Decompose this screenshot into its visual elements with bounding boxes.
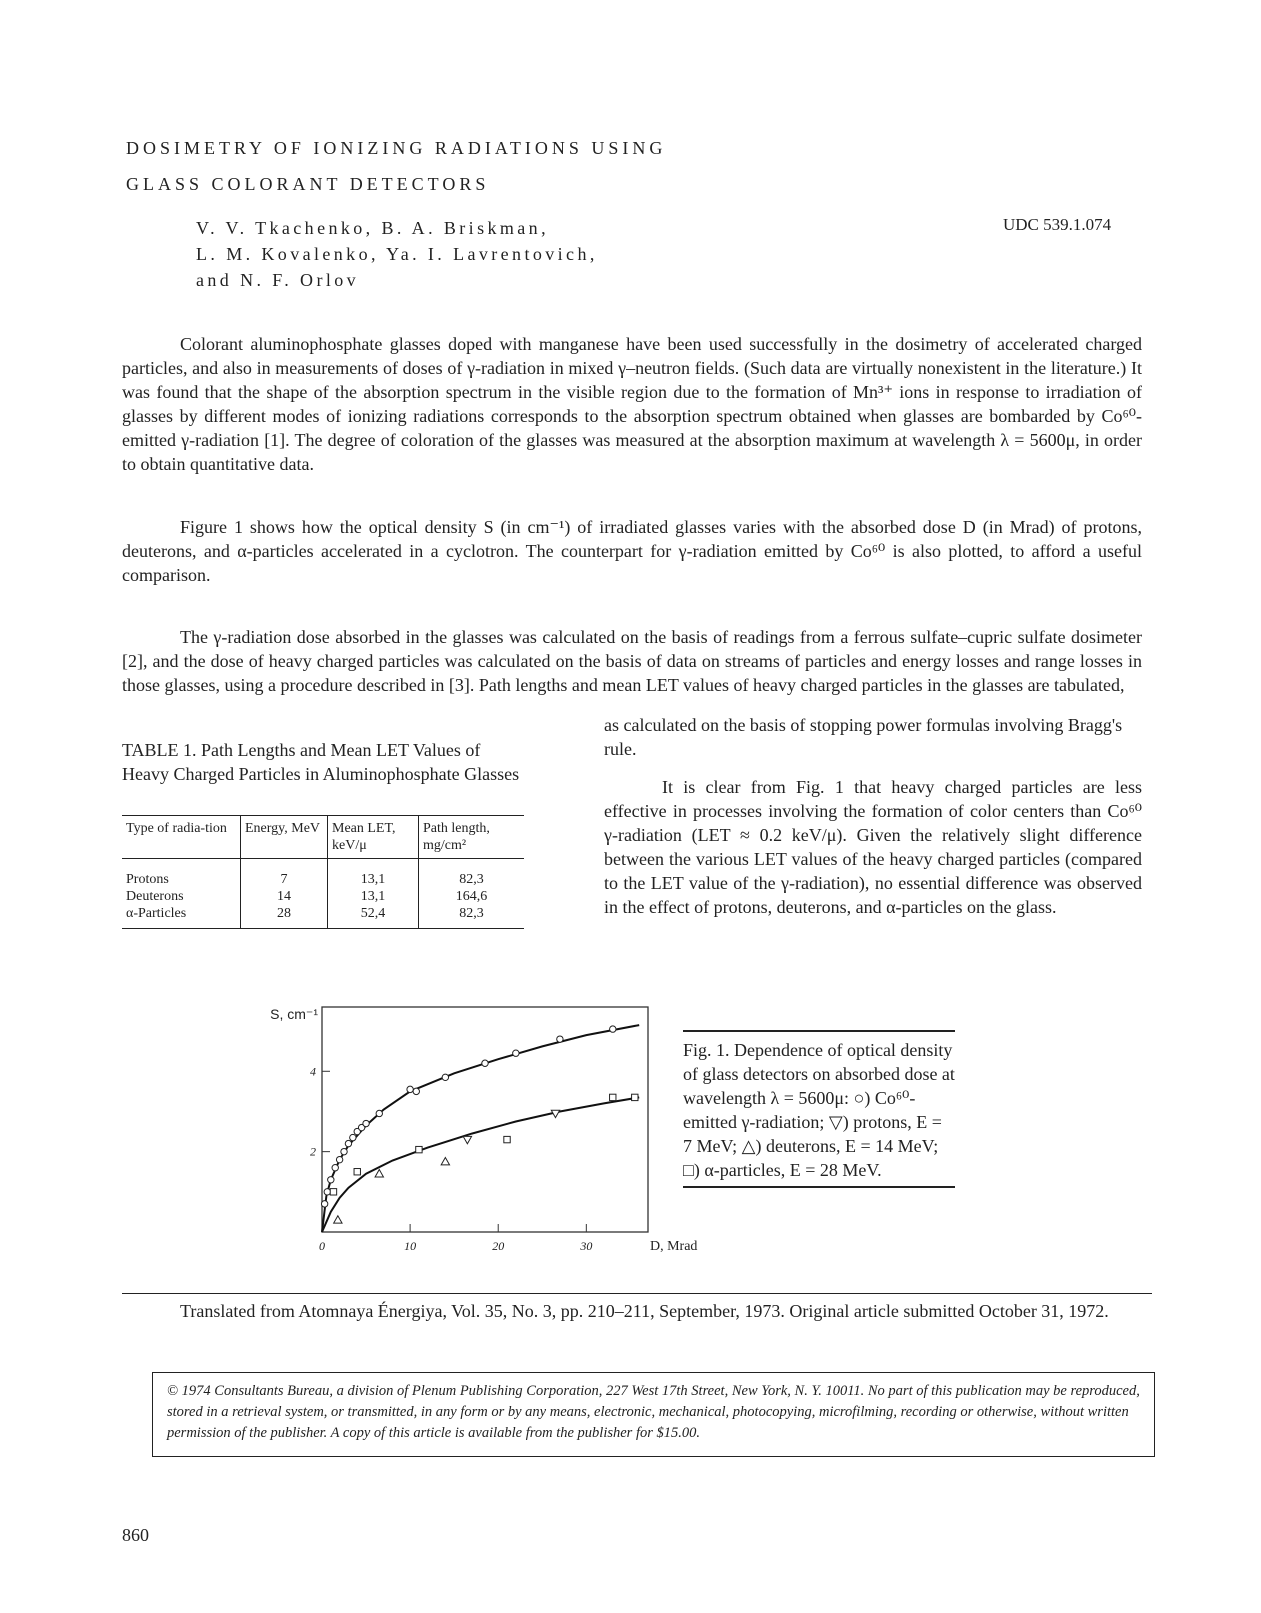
square-marker <box>504 1136 510 1142</box>
x-tick-label: 0 <box>319 1239 325 1253</box>
path-length-value: 82,3 <box>459 906 484 921</box>
table-header-cell: Type of radia-tion <box>122 816 241 859</box>
table-cell <box>241 859 328 929</box>
x-axis-label: D, Mrad <box>650 1239 698 1254</box>
circle-marker <box>328 1177 334 1183</box>
copyright-box: © 1974 Consultants Bureau, a division of Plenum Publishing Corporation, 227 West 17th Street, New York, N. Y. 10011. No part of this publication may be reproduced, stored in a retrieval system, or transmitted, in any form or by any means, electronic, mechanical, photocopying, microfilming, recording or otherwise, without written permission of the publisher. A copy of this article is available from the publisher for $15.00. <box>152 1372 1155 1457</box>
circle-marker <box>363 1120 369 1126</box>
fit-curve <box>322 1097 639 1232</box>
circle-marker <box>610 1026 616 1032</box>
figure-1-chart <box>260 1005 698 1260</box>
let-value: 52,4 <box>360 906 386 921</box>
paragraph-3: The γ-radiation dose absorbed in the glasses was calculated on the basis of readings from a ferrous sulfate–cupric sulfate dosimeter [2], and the dose of heavy charged particles was calculated on the basis of data on streams of particles and energy losses and range losses in those glasses, using a procedure described in [3]. Path lengths and mean LET values of heavy charged particles in the glasses are tabulated, <box>122 627 1142 695</box>
square-marker <box>632 1094 638 1100</box>
circle-marker <box>442 1074 448 1080</box>
x-tick-label: 10 <box>404 1239 417 1253</box>
circle-marker <box>376 1110 382 1116</box>
let-value: 13,1 <box>360 889 386 904</box>
circle-marker <box>482 1060 488 1066</box>
footnote-divider <box>122 1293 1152 1294</box>
energy-value: 7 <box>280 872 288 887</box>
data-table <box>122 815 524 929</box>
translation-footnote: Translated from Atomnaya Énergiya, Vol. 35, No. 3, pp. 210–211, September, 1973. Original article submitted October 31, 1972. <box>180 1301 1109 1321</box>
fit-curve <box>322 1025 639 1232</box>
circle-marker <box>557 1036 563 1042</box>
table-row <box>122 859 524 929</box>
table-header-cell: Mean LET, keV/μ <box>328 816 419 859</box>
circle-marker <box>513 1050 519 1056</box>
let-value: 13,1 <box>360 872 386 887</box>
author-line: V. V. Tkachenko, B. A. Briskman, <box>196 218 549 238</box>
circle-marker <box>332 1165 338 1171</box>
circle-marker <box>345 1140 351 1146</box>
circle-marker <box>413 1088 419 1094</box>
path-length-value: 164,6 <box>455 889 488 904</box>
radiation-type: Deuterons <box>126 889 184 904</box>
y-tick-label: 4 <box>310 1064 316 1079</box>
y-axis-label: S, cm⁻¹ <box>270 1006 318 1022</box>
circle-marker <box>321 1201 327 1207</box>
x-tick-label: 30 <box>580 1239 593 1253</box>
radiation-type: Protons <box>126 872 169 887</box>
square-marker <box>354 1169 360 1175</box>
energy-value: 28 <box>277 906 291 921</box>
triangle-down-marker <box>463 1136 471 1143</box>
triangle-up-marker <box>375 1170 383 1177</box>
square-marker <box>330 1189 336 1195</box>
x-tick-label: 20 <box>492 1239 505 1253</box>
square-marker <box>610 1094 616 1100</box>
authors <box>196 215 598 293</box>
table-header-cell: Path length, mg/cm² <box>419 816 525 859</box>
circle-marker <box>336 1156 342 1162</box>
radiation-type: α-Particles <box>126 906 187 921</box>
circle-marker <box>324 1189 330 1195</box>
table-cell <box>419 859 525 929</box>
circle-marker <box>350 1134 356 1140</box>
paragraph-4: It is clear from Fig. 1 that heavy charged particles are less effective in processes involving the formation of color centers than Co⁶⁰ γ-radiation (LET ≈ 0.2 keV/μ). Given the relatively slight difference between the various LET values of the heavy charged particles (compared to the LET value of the γ-radiation), no essential difference was observed in the effect of protons, deuterons, and α-particles on the glass. <box>604 777 1142 917</box>
table-header-row <box>122 816 524 859</box>
article-title <box>126 130 666 202</box>
circle-marker <box>341 1148 347 1154</box>
paragraph-3-continued: as calculated on the basis of stopping power formulas involving Bragg's rule. <box>604 715 1123 759</box>
square-marker <box>416 1146 422 1152</box>
plot-frame <box>322 1007 648 1232</box>
author-line: L. M. Kovalenko, Ya. I. Lavrentovich, <box>196 244 598 264</box>
paragraph-1: Colorant aluminophosphate glasses doped with manganese have been used successfully in the dosimetry of accelerated charged particles, and also in measurements of doses of γ-radiation in mixed γ–neutron fields. (Such data are virtually nonexistent in the literature.) It was found that the shape of the absorption spectrum in the visible region due to the formation of Mn³⁺ ions in response to irradiation of glasses by different modes of ionizing radiations corresponds to the absorption spectrum obtained when glasses are bombarded by Co⁶⁰-emitted γ-radiation [1]. The degree of coloration of the glasses was measured at the absorption maximum at wavelength λ = 5600μ, in order to obtain quantitative data. <box>122 334 1142 474</box>
y-tick-label: 2 <box>310 1144 316 1159</box>
table-cell <box>122 859 241 929</box>
table-cell <box>328 859 419 929</box>
circle-marker <box>407 1086 413 1092</box>
path-length-value: 82,3 <box>459 872 484 887</box>
triangle-up-marker <box>334 1216 342 1223</box>
figure-caption: Fig. 1. Dependence of optical density of glass detectors on absorbed dose at wavelength λ = 5600μ: ○) Co⁶⁰-emitted γ-radiation; ▽) protons, E = 7 MeV; △) deuterons, E = 14 MeV; □) α-particles, E = 28 MeV. <box>683 1030 955 1188</box>
table-caption: TABLE 1. Path Lengths and Mean LET Values of Heavy Charged Particles in Aluminophosphate Glasses <box>122 740 520 784</box>
title-line: DOSIMETRY OF IONIZING RADIATIONS USING <box>126 138 667 158</box>
page-number: 860 <box>122 1525 149 1545</box>
paragraph-2: Figure 1 shows how the optical density S (in cm⁻¹) of irradiated glasses varies with the absorbed dose D (in Mrad) of protons, deuterons, and α-particles accelerated in a cyclotron. The counterpart for γ-radiation emitted by Co⁶⁰ is also plotted, to afford a useful comparison. <box>122 517 1142 585</box>
triangle-up-marker <box>441 1157 449 1164</box>
table-header-cell: Energy, MeV <box>241 816 328 859</box>
author-line: and N. F. Orlov <box>196 270 360 290</box>
title-line: GLASS COLORANT DETECTORS <box>126 174 490 194</box>
udc-code: UDC 539.1.074 <box>1003 215 1112 234</box>
energy-value: 14 <box>277 889 291 904</box>
